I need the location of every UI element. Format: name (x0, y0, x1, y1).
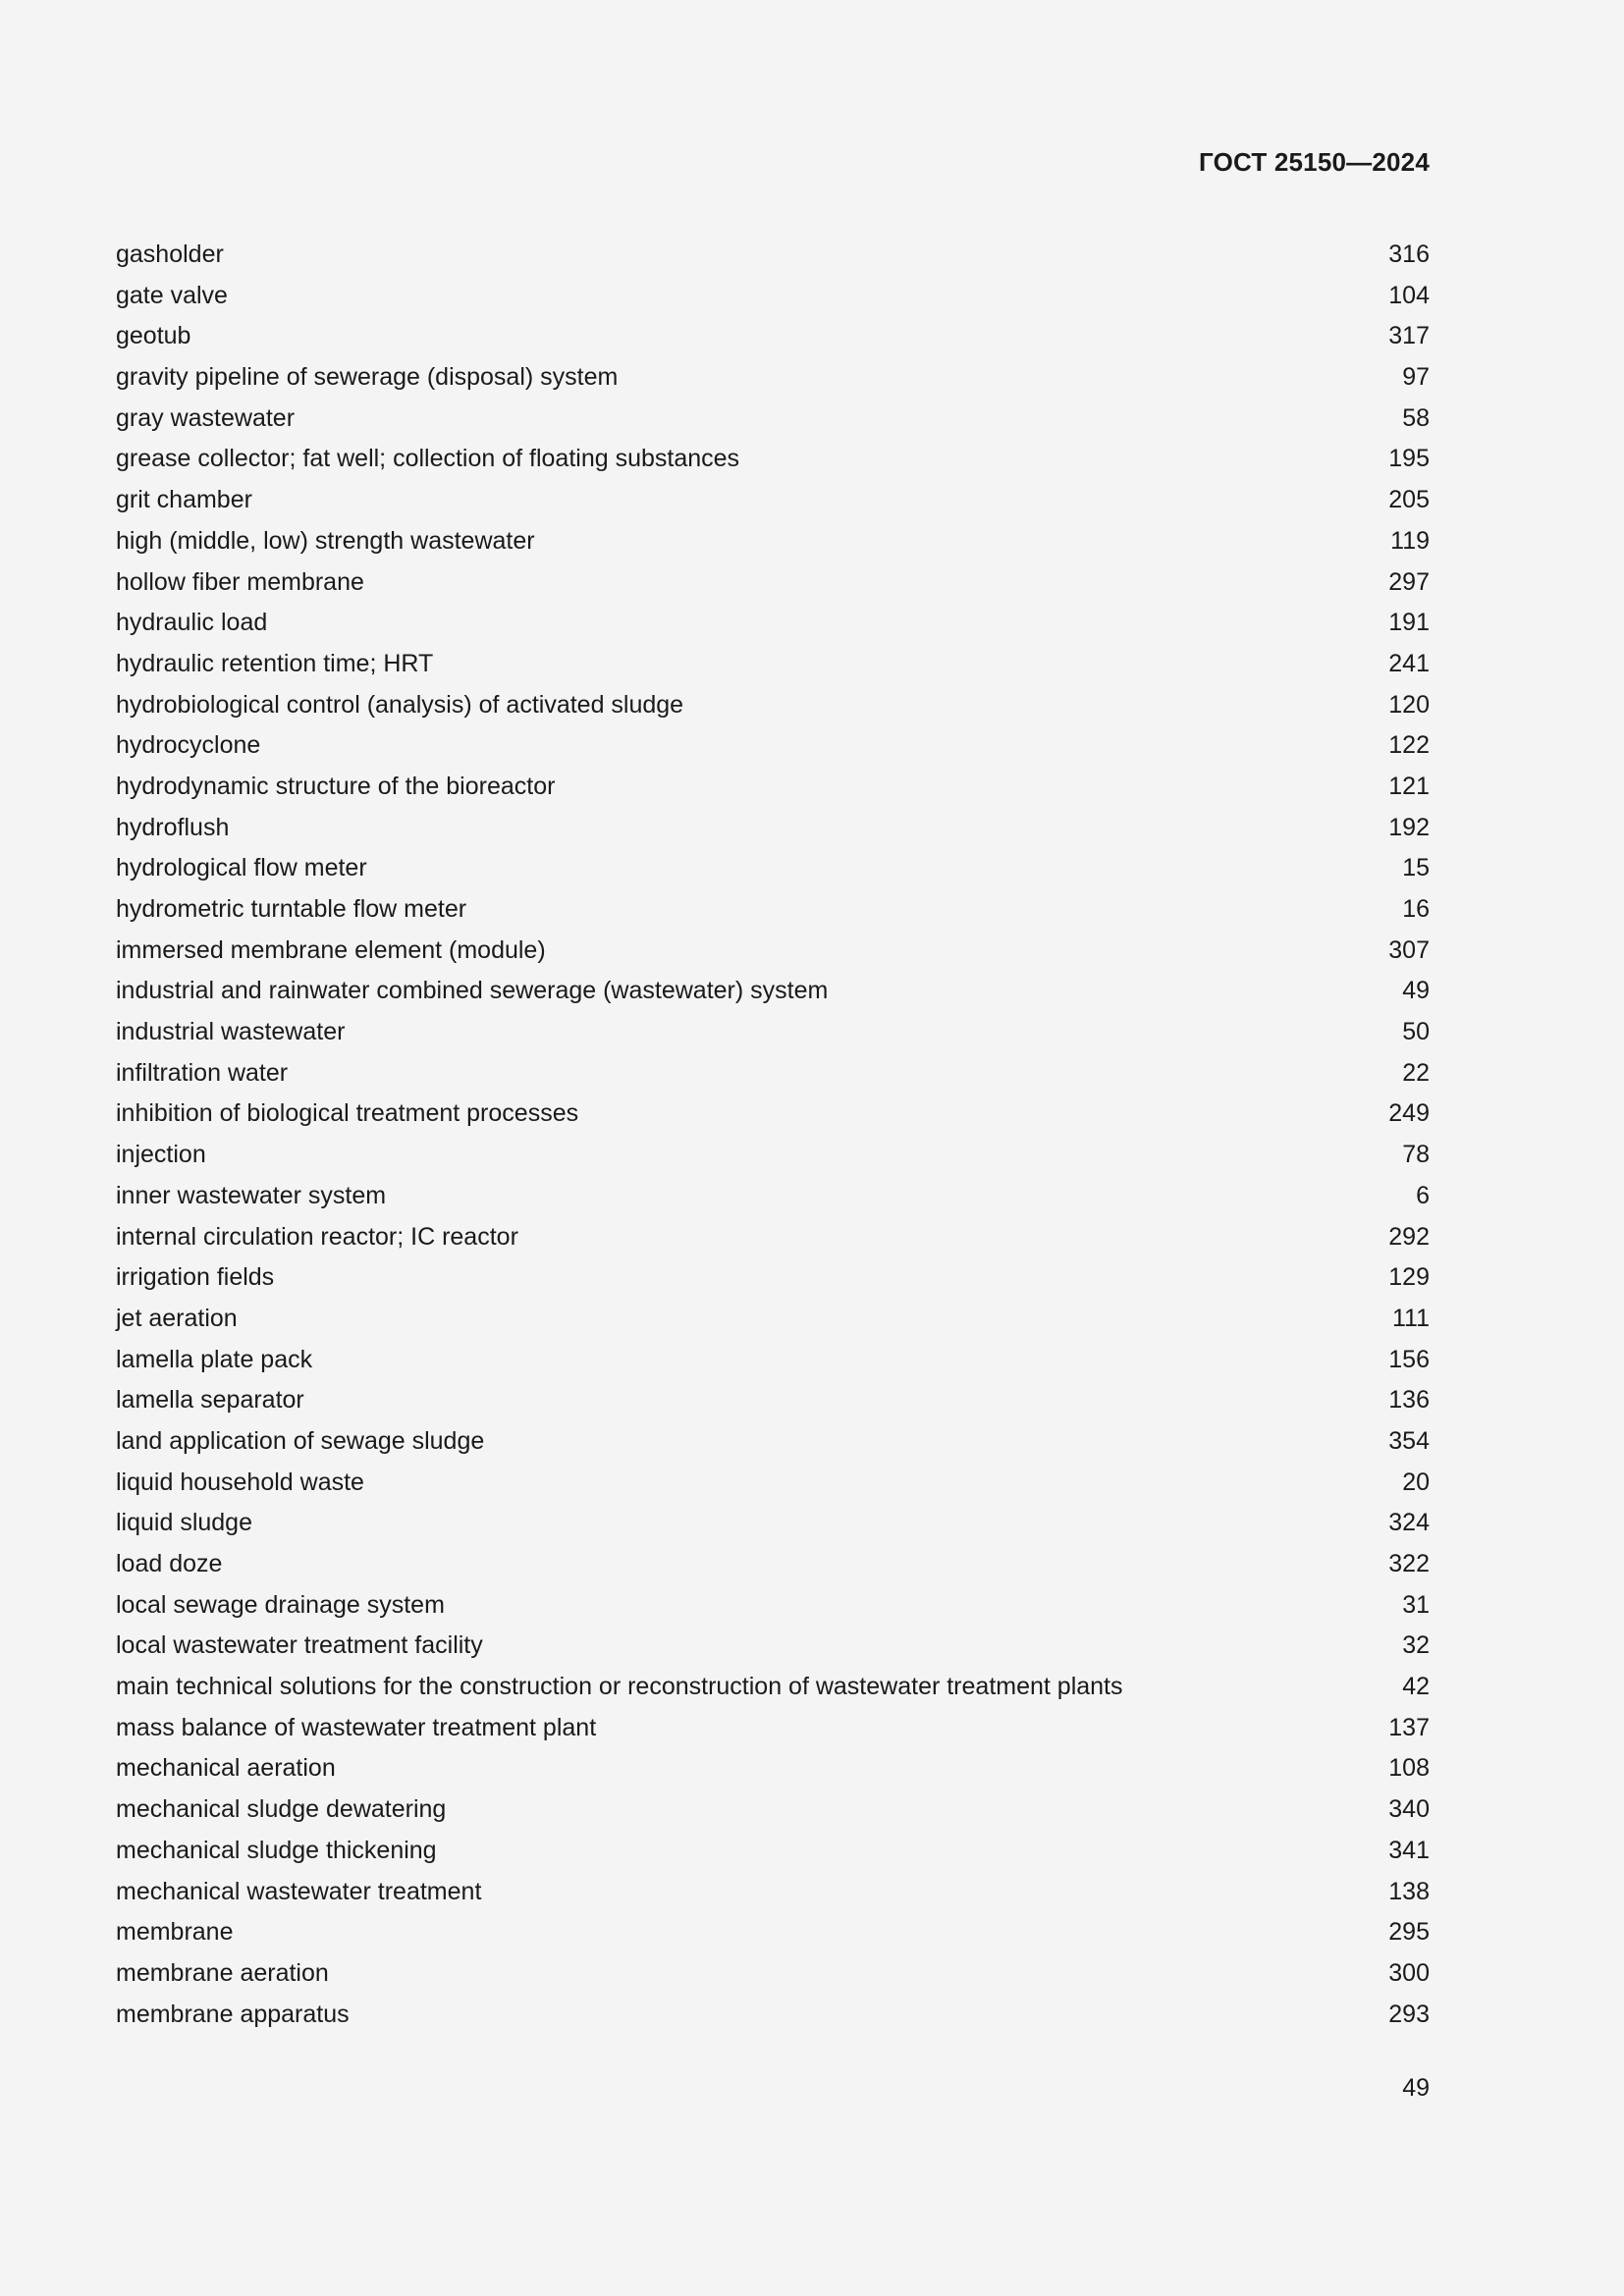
index-term: main technical solutions for the construction or reconstruction of wastewater treatment plants (116, 1673, 1123, 1701)
index-entry (116, 1012, 1430, 1053)
index-term-number: 78 (1402, 1141, 1430, 1169)
index-term: industrial and rainwater combined sewerage (wastewater) system (116, 977, 829, 1005)
index-entry (116, 562, 1430, 604)
index-term: gate valve (116, 281, 228, 309)
index-entry (116, 971, 1430, 1012)
index-term: mechanical wastewater treatment (116, 1877, 482, 1905)
index-term-number: 341 (1388, 1836, 1430, 1864)
index-term-number: 137 (1388, 1713, 1430, 1741)
index-term-number: 58 (1402, 403, 1430, 432)
index-term-number: 108 (1388, 1754, 1430, 1783)
index-entry (116, 1585, 1430, 1627)
index-entry (116, 1667, 1430, 1708)
index-term-number: 97 (1402, 363, 1430, 392)
index-term-number: 42 (1402, 1673, 1430, 1701)
index-term: hydraulic load (116, 609, 268, 637)
index-entry (116, 1094, 1430, 1135)
index-term: hydrobiological control (analysis) of activated sludge (116, 690, 684, 719)
index-term-number: 195 (1388, 445, 1430, 473)
index-term-number: 121 (1388, 772, 1430, 800)
index-term: liquid sludge (116, 1509, 252, 1537)
index-term-number: 122 (1388, 731, 1430, 760)
index-term: land application of sewage sludge (116, 1426, 485, 1455)
index-entry (116, 1299, 1430, 1340)
index-term: infiltration water (116, 1058, 289, 1087)
index-entry (116, 1421, 1430, 1463)
index-entry (116, 1380, 1430, 1421)
index-term: hollow fiber membrane (116, 567, 364, 596)
index-entry (116, 1708, 1430, 1749)
index-entry (116, 1912, 1430, 1953)
index-term-number: 119 (1390, 526, 1430, 555)
index-term-number: 324 (1388, 1509, 1430, 1537)
index-term-number: 120 (1388, 690, 1430, 719)
index-term-number: 156 (1388, 1345, 1430, 1373)
index-term-number: 241 (1388, 649, 1430, 677)
index-term: high (middle, low) strength wastewater (116, 526, 535, 555)
index-entry (116, 1463, 1430, 1504)
index-term-number: 129 (1388, 1263, 1430, 1292)
index-term-number: 340 (1388, 1795, 1430, 1824)
index-term-number: 15 (1402, 854, 1430, 882)
index-entry (116, 439, 1430, 480)
index-term: irrigation fields (116, 1263, 275, 1292)
index-term: hydroflush (116, 813, 230, 841)
index-entry (116, 1831, 1430, 1872)
index-term: immersed membrane element (module) (116, 935, 546, 964)
index-term: inner wastewater system (116, 1181, 387, 1209)
index-entry (116, 808, 1430, 849)
index-term: hydrological flow meter (116, 854, 367, 882)
index-term: hydrocyclone (116, 731, 261, 760)
index-term: membrane aeration (116, 1958, 329, 1987)
index-entry (116, 1217, 1430, 1258)
index-term: geotub (116, 322, 191, 350)
index-term: mass balance of wastewater treatment plant (116, 1713, 597, 1741)
index-entry (116, 480, 1430, 521)
index-term-number: 297 (1388, 567, 1430, 596)
index-term: hydrometric turntable flow meter (116, 895, 467, 923)
index-term-number: 307 (1388, 935, 1430, 964)
index-term-number: 49 (1402, 977, 1430, 1005)
index-term: gasholder (116, 240, 224, 268)
index-entry (116, 235, 1430, 276)
index-term-number: 192 (1388, 813, 1430, 841)
index-term: injection (116, 1141, 206, 1169)
index-entry (116, 1503, 1430, 1544)
index-term-number: 136 (1388, 1386, 1430, 1415)
index-term: mechanical aeration (116, 1754, 336, 1783)
document-code-header: ГОСТ 25150—2024 (1199, 147, 1430, 177)
index-entry (116, 1135, 1430, 1176)
index-term-number: 292 (1388, 1222, 1430, 1251)
index-term: hydraulic retention time; HRT (116, 649, 434, 677)
index-term: load doze (116, 1550, 223, 1577)
index-term: grit chamber (116, 486, 252, 514)
index-term-number: 31 (1402, 1590, 1430, 1619)
index-entry (116, 931, 1430, 972)
index-entry (116, 1953, 1430, 1995)
index-entry (116, 521, 1430, 562)
index-term: lamella plate pack (116, 1345, 313, 1373)
index-term-number: 354 (1388, 1426, 1430, 1455)
index-term-number: 16 (1402, 895, 1430, 923)
index-term-number: 295 (1388, 1918, 1430, 1947)
index-term-number: 138 (1388, 1877, 1430, 1905)
index-term-number: 20 (1402, 1468, 1430, 1496)
index-term-number: 316 (1388, 240, 1430, 268)
index-entry (116, 1626, 1430, 1667)
index-term-number: 32 (1402, 1631, 1430, 1660)
index-term-number: 191 (1388, 609, 1430, 637)
index-term-number: 300 (1388, 1958, 1430, 1987)
index-entry (116, 1544, 1430, 1585)
index-term-number: 50 (1402, 1018, 1430, 1046)
index-entry (116, 357, 1430, 399)
index-term-number: 317 (1388, 322, 1430, 350)
index-term-number: 322 (1388, 1550, 1430, 1577)
index-entry (116, 685, 1430, 726)
index-entry (116, 1257, 1430, 1299)
index-entry (116, 276, 1430, 317)
index-entry (116, 399, 1430, 440)
index-term: gravity pipeline of sewerage (disposal) system (116, 363, 619, 392)
index-entry (116, 1053, 1430, 1095)
index-entry (116, 644, 1430, 685)
index-entry (116, 889, 1430, 931)
index-term-number: 293 (1388, 2000, 1430, 2028)
index-term-number: 6 (1416, 1181, 1430, 1209)
index-entry (116, 1872, 1430, 1913)
index-term: industrial wastewater (116, 1018, 346, 1046)
page-number: 49 (1402, 2074, 1430, 2102)
index-term: jet aeration (116, 1304, 238, 1332)
index-term: hydrodynamic structure of the bioreactor (116, 772, 556, 800)
index-term-number: 111 (1391, 1304, 1430, 1332)
index-entry (116, 1748, 1430, 1789)
index-entry (116, 1995, 1430, 2036)
index-term: membrane (116, 1918, 234, 1947)
index-entry (116, 1789, 1430, 1831)
index-entry (116, 1176, 1430, 1217)
index-term-number: 22 (1402, 1058, 1430, 1087)
index-entry (116, 767, 1430, 808)
index-term: lamella separator (116, 1386, 304, 1415)
index-term: inhibition of biological treatment processes (116, 1099, 579, 1128)
index-entry (116, 603, 1430, 644)
index-term-number: 249 (1388, 1099, 1430, 1128)
index-term: gray wastewater (116, 403, 296, 432)
index-entry (116, 316, 1430, 357)
term-index-list (116, 235, 1430, 2035)
index-entry (116, 725, 1430, 767)
index-term: grease collector; fat well; collection of floating substances (116, 445, 740, 473)
index-term: liquid household waste (116, 1468, 364, 1496)
index-term-number: 205 (1388, 486, 1430, 514)
index-term: membrane apparatus (116, 2000, 350, 2028)
index-term: local sewage drainage system (116, 1590, 445, 1619)
index-term: mechanical sludge thickening (116, 1836, 437, 1864)
index-term: mechanical sludge dewatering (116, 1795, 447, 1824)
index-term: internal circulation reactor; IC reactor (116, 1222, 518, 1251)
index-entry (116, 1340, 1430, 1381)
index-term: local wastewater treatment facility (116, 1631, 483, 1660)
index-entry (116, 848, 1430, 889)
index-term-number: 104 (1388, 281, 1430, 309)
